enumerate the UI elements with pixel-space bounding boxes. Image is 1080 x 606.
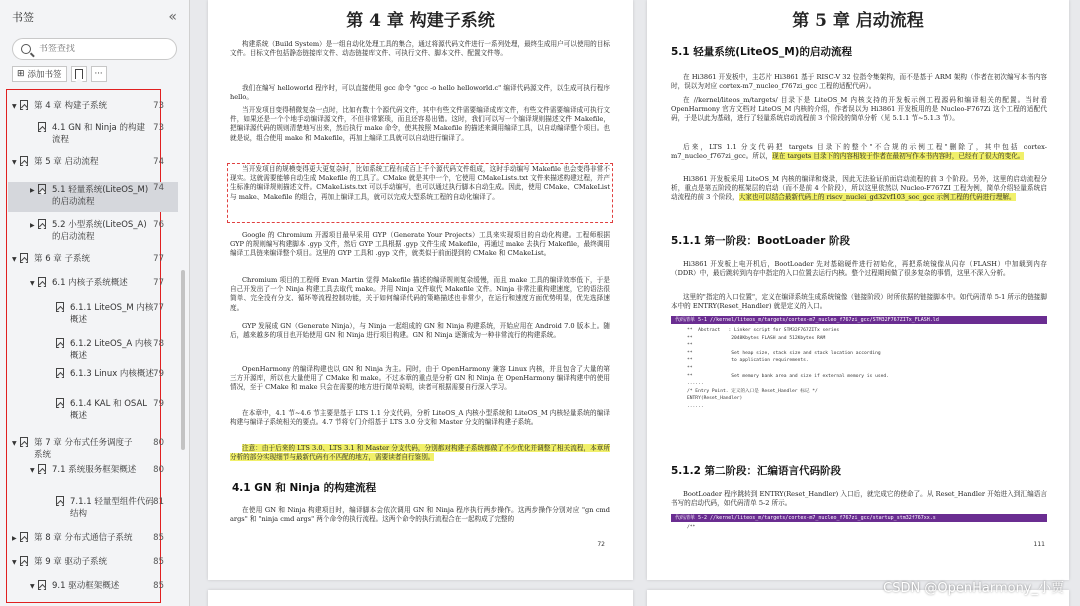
bookmark-item[interactable] [8, 556, 178, 569]
bookmark-label: 第 7 章 分布式任务调度子系统 [34, 438, 133, 460]
section-heading: 5.1.1 第一阶段：BootLoader 阶段 [671, 235, 850, 247]
expand-down-icon[interactable]: ▼ [12, 256, 17, 263]
code-listing: /** [687, 525, 696, 530]
expand-down-icon[interactable]: ▼ [12, 559, 17, 566]
bookmark-item[interactable] [8, 100, 178, 113]
expand-down-icon[interactable]: ▼ [30, 467, 35, 474]
bookmark-page-number: 73 [153, 101, 164, 111]
bookmark-label: 第 5 章 启动流程 [34, 157, 99, 167]
bookmark-item[interactable] [8, 580, 178, 593]
paragraph: 构建系统（Build System）是一组自动化处理工具的集合，通过将源代码文件进行一系列处理，最终生成用户可以使用的目标文件。目标文件包括静态链接库文件、动态链接库文件、可执行文件、脚本文件、配置文件等。 [230, 40, 610, 58]
bookmark-item[interactable] [8, 156, 178, 169]
paragraph: BootLoader 程序跳转到 ENTRY(Reset_Handler) 入口后，就完成它的使命了。从 Reset_Handler 开始进入到汇编语言书写的启动代码，如代码清单 5-2 所示。 [671, 490, 1047, 508]
bookmark-icon [56, 338, 64, 348]
pdf-page-next-left [208, 590, 633, 606]
paragraph: 在 Hi3861 开发板中，主芯片 Hi3861 基于 RISC-V 32 位指令集架构，而不是基于 ARM 架构（作者在初次编写本书内容时，误以为对应 cortex-m7_nucleo_f767zi_gcc 工程的适配代码）。 [671, 73, 1047, 91]
paragraph [671, 175, 1047, 203]
bookmark-icon [20, 532, 28, 542]
expand-down-icon[interactable]: ▼ [30, 583, 35, 590]
expand-right-icon[interactable]: ▶ [30, 187, 35, 194]
bookmark-item[interactable] [8, 182, 178, 212]
bookmark-options-button[interactable] [71, 66, 87, 82]
bookmark-label: 6.1 内核子系统概述 [52, 278, 128, 288]
paragraph: 这里的"指定的入口位置"，定义在编译系统生成系统镜像（链接阶段）时所依据的链接脚本中。如代码清单 5-1 所示的链接脚本中的 ENTRY(Reset_Handler) 就是定义的入口。 [671, 293, 1047, 311]
add-bookmark-button[interactable] [12, 66, 67, 82]
bookmark-page-number: 85 [153, 533, 164, 543]
bookmark-label: 4.1 GN 和 Ninja 的构建流程 [52, 123, 145, 145]
bookmark-item[interactable] [8, 277, 178, 290]
bookmark-icon [56, 368, 64, 378]
bookmark-label: 第 4 章 构建子系统 [34, 101, 108, 111]
bookmark-page-number: 74 [153, 157, 164, 167]
paragraph: 在 //kernel/liteos_m/targets/ 目录下是 LiteOS_M 内核支持的开发板示例工程源码和编译相关的配置。当时看 OpenHarmony 官方文档对 LiteOS_M 内核的介绍，作者误以为 Hi3861 开发板用的是 Nucleo-F767Zi 这个工程的适配代码，于是以此为基础，进行了轻量系统启动流程前 3 个阶段的简单分析（见 5.1.1 节~5.1.3 节）。 [671, 96, 1047, 123]
bookmark-icon [20, 437, 28, 447]
bookmark-label: 5.2 小型系统(LiteOS_A)的启动流程 [52, 220, 147, 242]
paragraph: GYP 发展成 GN（Generate Ninja），与 Ninja 一起组成的 GN 和 Ninja 构建系统，开始应用在 Android 7.0 版本上。随后，越来越多的项目也开始使用 GN 和 Ninja 进行项目构建。GN 和 Ninja 逐渐成为一种非常流行的构建系统。 [230, 322, 610, 340]
bookmark-icon [56, 302, 64, 312]
paragraph-text: Hi3861 开发板采用 LiteOS_M 内核的编译和烧录，因此无法验证前面启动流程的前 3 个阶段。另外，这里的启动流程分析，重点是第五阶段的框架层的启动（而不是前 4 个阶段），所以这里依然以 Nucleo-F767ZI 工程为例，简单介绍轻量系统启动流程的前 3 个阶段， [671, 175, 1047, 202]
more-options-button[interactable]: ··· [91, 66, 107, 82]
bookmark-item[interactable] [8, 302, 178, 326]
pdf-page-111 [647, 0, 1069, 580]
bookmark-page-number: 77 [153, 254, 164, 264]
bookmark-icon [56, 496, 64, 506]
bookmark-item[interactable] [8, 437, 178, 461]
bookmark-page-number: 80 [153, 438, 164, 448]
expand-down-icon[interactable]: ▼ [12, 159, 17, 166]
sidebar-scrollbar[interactable] [181, 270, 185, 450]
chapter-title: 第 4 章 构建子系统 [346, 11, 495, 31]
bookmark-item[interactable] [8, 496, 178, 520]
bookmark-label: 第 8 章 分布式通信子系统 [34, 533, 133, 543]
paragraph: OpenHarmony 的编译构建也以 GN 和 Ninja 为主。同时，由于 OpenHarmony 兼容 Linux 内核，并且包含了大量的第三方开源库，所以也大量使用了 CMake 和 make。不过本章的重点是分析 GN 和 Ninja 在 OpenHarmony 编译构建中的使用情况，至于 CMake 和 make 只会在需要的地方进行简单说明，读者可根据需要自行深入学习。 [230, 365, 610, 392]
bookmark-icon [38, 277, 46, 287]
highlighted-text: 现在 targets 目录下的内容相较于作者在最初写作本书内容时，已经有了很大的变化。 [772, 152, 1025, 161]
bookmark-icon [38, 464, 46, 474]
expand-down-icon[interactable]: ▼ [30, 280, 35, 287]
bookmark-page-number: 79 [153, 369, 164, 379]
expand-right-icon[interactable]: ▶ [30, 222, 35, 229]
expand-down-icon[interactable]: ▼ [12, 440, 17, 447]
bookmark-item[interactable] [8, 532, 178, 545]
bookmark-sidebar [0, 0, 190, 606]
search-icon [21, 44, 31, 54]
section-heading: 4.1 GN 和 Ninja 的构建流程 [232, 482, 377, 494]
bookmark-icon [75, 69, 83, 79]
bookmark-page-number: 76 [153, 220, 164, 230]
bookmark-icon [20, 100, 28, 110]
bookmark-page-number: 80 [153, 465, 164, 475]
note-paragraph [230, 444, 610, 462]
bookmark-label: 5.1 轻量系统(LiteOS_M)的启动流程 [52, 185, 149, 207]
bookmark-item[interactable] [8, 398, 178, 422]
page-number: 111 [1033, 541, 1045, 548]
paragraph: Google 的 Chromium 开源项目最早采用 GYP（Generate Your Projects）工具来实现项目的自动化构建。工程师根据 GYP 的规则编写构建脚本 .gyp 文件，然后 GYP 工具根据 .gyp 文件生成 Makefile，再通过 make 去执行 Makefile，最终调用编译工具链来编译整个项目。这里的 GYP 工具和 .gyp 文件，就类似于前面提到的 CMake 和 CMakeList。 [230, 231, 610, 258]
sidebar-title: 书签 [12, 11, 34, 24]
bookmark-icon [38, 122, 46, 132]
paragraph: 我们在编写 helloworld 程序时，可以直接使用 gcc 命令 "gcc -o hello helloworld.c" 编译代码源文件，以生成可执行程序 hello。 [230, 84, 610, 102]
bookmark-item[interactable] [8, 219, 178, 243]
page-number: 72 [597, 541, 605, 548]
watermark: CSDN @OpenHarmony_小贾 [883, 581, 1064, 596]
bookmark-icon [38, 219, 46, 229]
bookmark-page-number: 78 [153, 339, 164, 349]
collapse-sidebar-icon[interactable]: « [168, 9, 177, 25]
section-heading: 5.1.2 第二阶段：汇编语言代码阶段 [671, 465, 842, 477]
bookmark-search-box[interactable] [12, 38, 177, 60]
bookmark-page-number: 79 [153, 399, 164, 409]
bookmark-icon [20, 556, 28, 566]
bookmark-item[interactable] [8, 122, 178, 146]
paragraph: 在本章中，4.1 节~4.6 节主要是基于 LTS 1.1 分支代码，分析 LiteOS_A 内核小型系统和 LiteOS_M 内核轻量系统的编译构建与编译子系统相关的要点。4.7 节将专门介绍基于 LTS 3.0 分支和 Master 分支的编译构建子系统。 [230, 409, 610, 427]
paragraph: 当开发项目变得稍微复杂一点时，比如有数十个源代码文件，其中有些文件需要编译成库文件，有些文件需要编译成可执行文件，如果还是一个个地手动编译源文件，不但非常繁琐，而且还容易出错。这时，我们可以写一个编译规则描述文件 Makefile，把编译源代码的规则清楚地写出来，然后执行 make 命令，使其按照 Makefile 的描述来调用编译工具，以自动编译整个项目。也就是说，组合使用 make 和 Makefile，再加上编译工具就可以自动进行编译了。 [230, 106, 610, 142]
bookmark-icon [56, 398, 64, 408]
paragraph: Hi3861 开发板上电开机后，BootLoader 先对基础硬件进行初始化，再把系统镜像从闪存（FLASH）中加载到内存（DDR）中，最后跳转到内存中指定的入口位置去运行内核。整个过程期间做了很多复杂的事情，这里不深入分析。 [671, 260, 1047, 278]
sidebar-header [0, 0, 189, 34]
highlighted-text: 大家也可以结合最新代码上的 riscv_nuclei_gd32vf103_soc_gcc 示例工程的代码进行理解。 [738, 193, 1016, 202]
bookmark-label: 6.1.3 Linux 内核概述 [70, 369, 154, 379]
bookmark-page-number: 81 [153, 497, 164, 507]
paragraph-text: 后来，LTS 1.1 分支代码把 targets 目录下的整个"不合规的示例工程"删除了，其中包括 cortex-m7_nucleo_f767zi_gcc。所以， [671, 143, 1047, 161]
bookmark-page-number: 73 [153, 123, 164, 133]
bookmark-icon [20, 156, 28, 166]
paragraph: Chromium 项目的工程师 Evan Martin 觉得 Makefile 描述的编译规则复杂缓慢，而且 make 工具的编译效率低下，于是自己开发出了一个 Ninja 构建工具去取代 make。并用 Ninja 文件取代 Makefile 文件。Ninja 非常注重构建速度，它的语法很简单、完全没有分支、循环等流程控制功能，关于如何编译代码的策略描述也非常少，在运行和速度方面优势明显，优先选择速度。 [230, 276, 610, 312]
expand-right-icon[interactable]: ▶ [12, 535, 17, 542]
bookmark-page-number: 85 [153, 581, 164, 591]
bookmark-label: 7.1.1 轻量型组件代码结构 [70, 497, 154, 519]
bookmark-icon [38, 184, 46, 194]
bookmark-label: 6.1.4 KAL 和 OSAL 概述 [70, 399, 148, 421]
bookmark-search-input[interactable] [39, 44, 176, 54]
section-heading: 5.1 轻量系统(LiteOS_M)的启动流程 [671, 46, 852, 58]
paragraph [671, 143, 1047, 161]
bookmark-label: 6.1.2 LiteOS_A 内核概述 [70, 339, 152, 361]
bookmark-label: 第 9 章 驱动子系统 [34, 557, 108, 567]
bookmark-page-number: 77 [153, 278, 164, 288]
paragraph: 当开发项目的规模变得更大更复杂时，比如系统工程有成百上千个源代码文件组成，这时手动编写 Makefile 也会变得非常不现实。这就需要能够自动生成 Makefile 的工具了。CMake 就是其中一个，它使用 CMakeLists.txt 文件来描述构建过程，并产生标准的编译规则描述文件。CMakeLists.txt 可以手动编写，也可以通过执行脚本自动生成。因此，使用 CMake、CMakeList 与 make、Makefile 的组合，再加上编译工具，就可以完成大型系统工程的自动化编译了。 [230, 165, 610, 201]
bookmark-page-number: 85 [153, 557, 164, 567]
paragraph: 在使用 GN 和 Ninja 构建项目时，编译脚本会依次调用 GN 和 Ninja 程序执行两步操作。这两步操作分别对应 "gn cmd args" 和 "ninja cmd args" 两个命令的执行流程。这两个命令的执行流程合在一起构成了完整的 [230, 506, 610, 524]
pdf-page-72 [208, 0, 633, 580]
code-listing-title: 代码清单 5-2 //kernel/liteos_m/targets/cortex-m7_nucleo_f767zi_gcc/startup_stm32f767xx.s [671, 514, 1047, 522]
bookmark-page-number: 77 [153, 303, 164, 313]
code-listing-title: 代码清单 5-1 //kernel/liteos_m/targets/cortex-m7_nucleo_f767zi_gcc/STM32F767ZITx_FLASH.ld [671, 316, 1047, 324]
bookmark-item[interactable] [8, 368, 178, 380]
bookmark-page-number: 74 [153, 183, 164, 193]
bookmark-icon [20, 253, 28, 263]
code-listing: ** Abstract : Linker script for STM32F767ZITx series ** 2048Kbytes FLASH and 512Kbytes RAM ** ** Set heap size, stack size and stack location according ** to application requirements. ** ** Set memory bank area and size if external memory is used. ...... /* Entry Point. 定义的入口是 Reset_Handler 标记 */ ENTRY(Reset_Handler) ...... [687, 328, 889, 409]
sidebar-toolbar [12, 66, 177, 82]
bookmark-item[interactable] [8, 253, 178, 266]
bookmark-label: 7.1 系统服务框架概述 [52, 465, 137, 475]
expand-down-icon[interactable]: ▼ [12, 103, 17, 110]
highlighted-note: 注意：由于后来的 LTS 3.0、LTS 3.1 和 Master 分支代码，分别都对构建子系统都做了不少优化并调整了相关流程，本章所分析的部分实现细节与最新代码有不匹配的地方，需要读者自行鉴别。 [230, 444, 610, 462]
bookmark-item[interactable] [8, 338, 178, 362]
add-bookmark-label: 添加书签 [27, 70, 62, 80]
bookmark-item[interactable] [8, 464, 178, 477]
bookmark-icon [38, 580, 46, 590]
bookmark-label: 第 6 章 子系统 [34, 254, 91, 264]
bookmark-label: 9.1 驱动框架概述 [52, 581, 120, 591]
bookmark-label: 6.1.1 LiteOS_M 内核概述 [70, 303, 154, 325]
add-bookmark-icon: ⊞ [17, 69, 25, 79]
chapter-title: 第 5 章 启动流程 [792, 11, 924, 31]
